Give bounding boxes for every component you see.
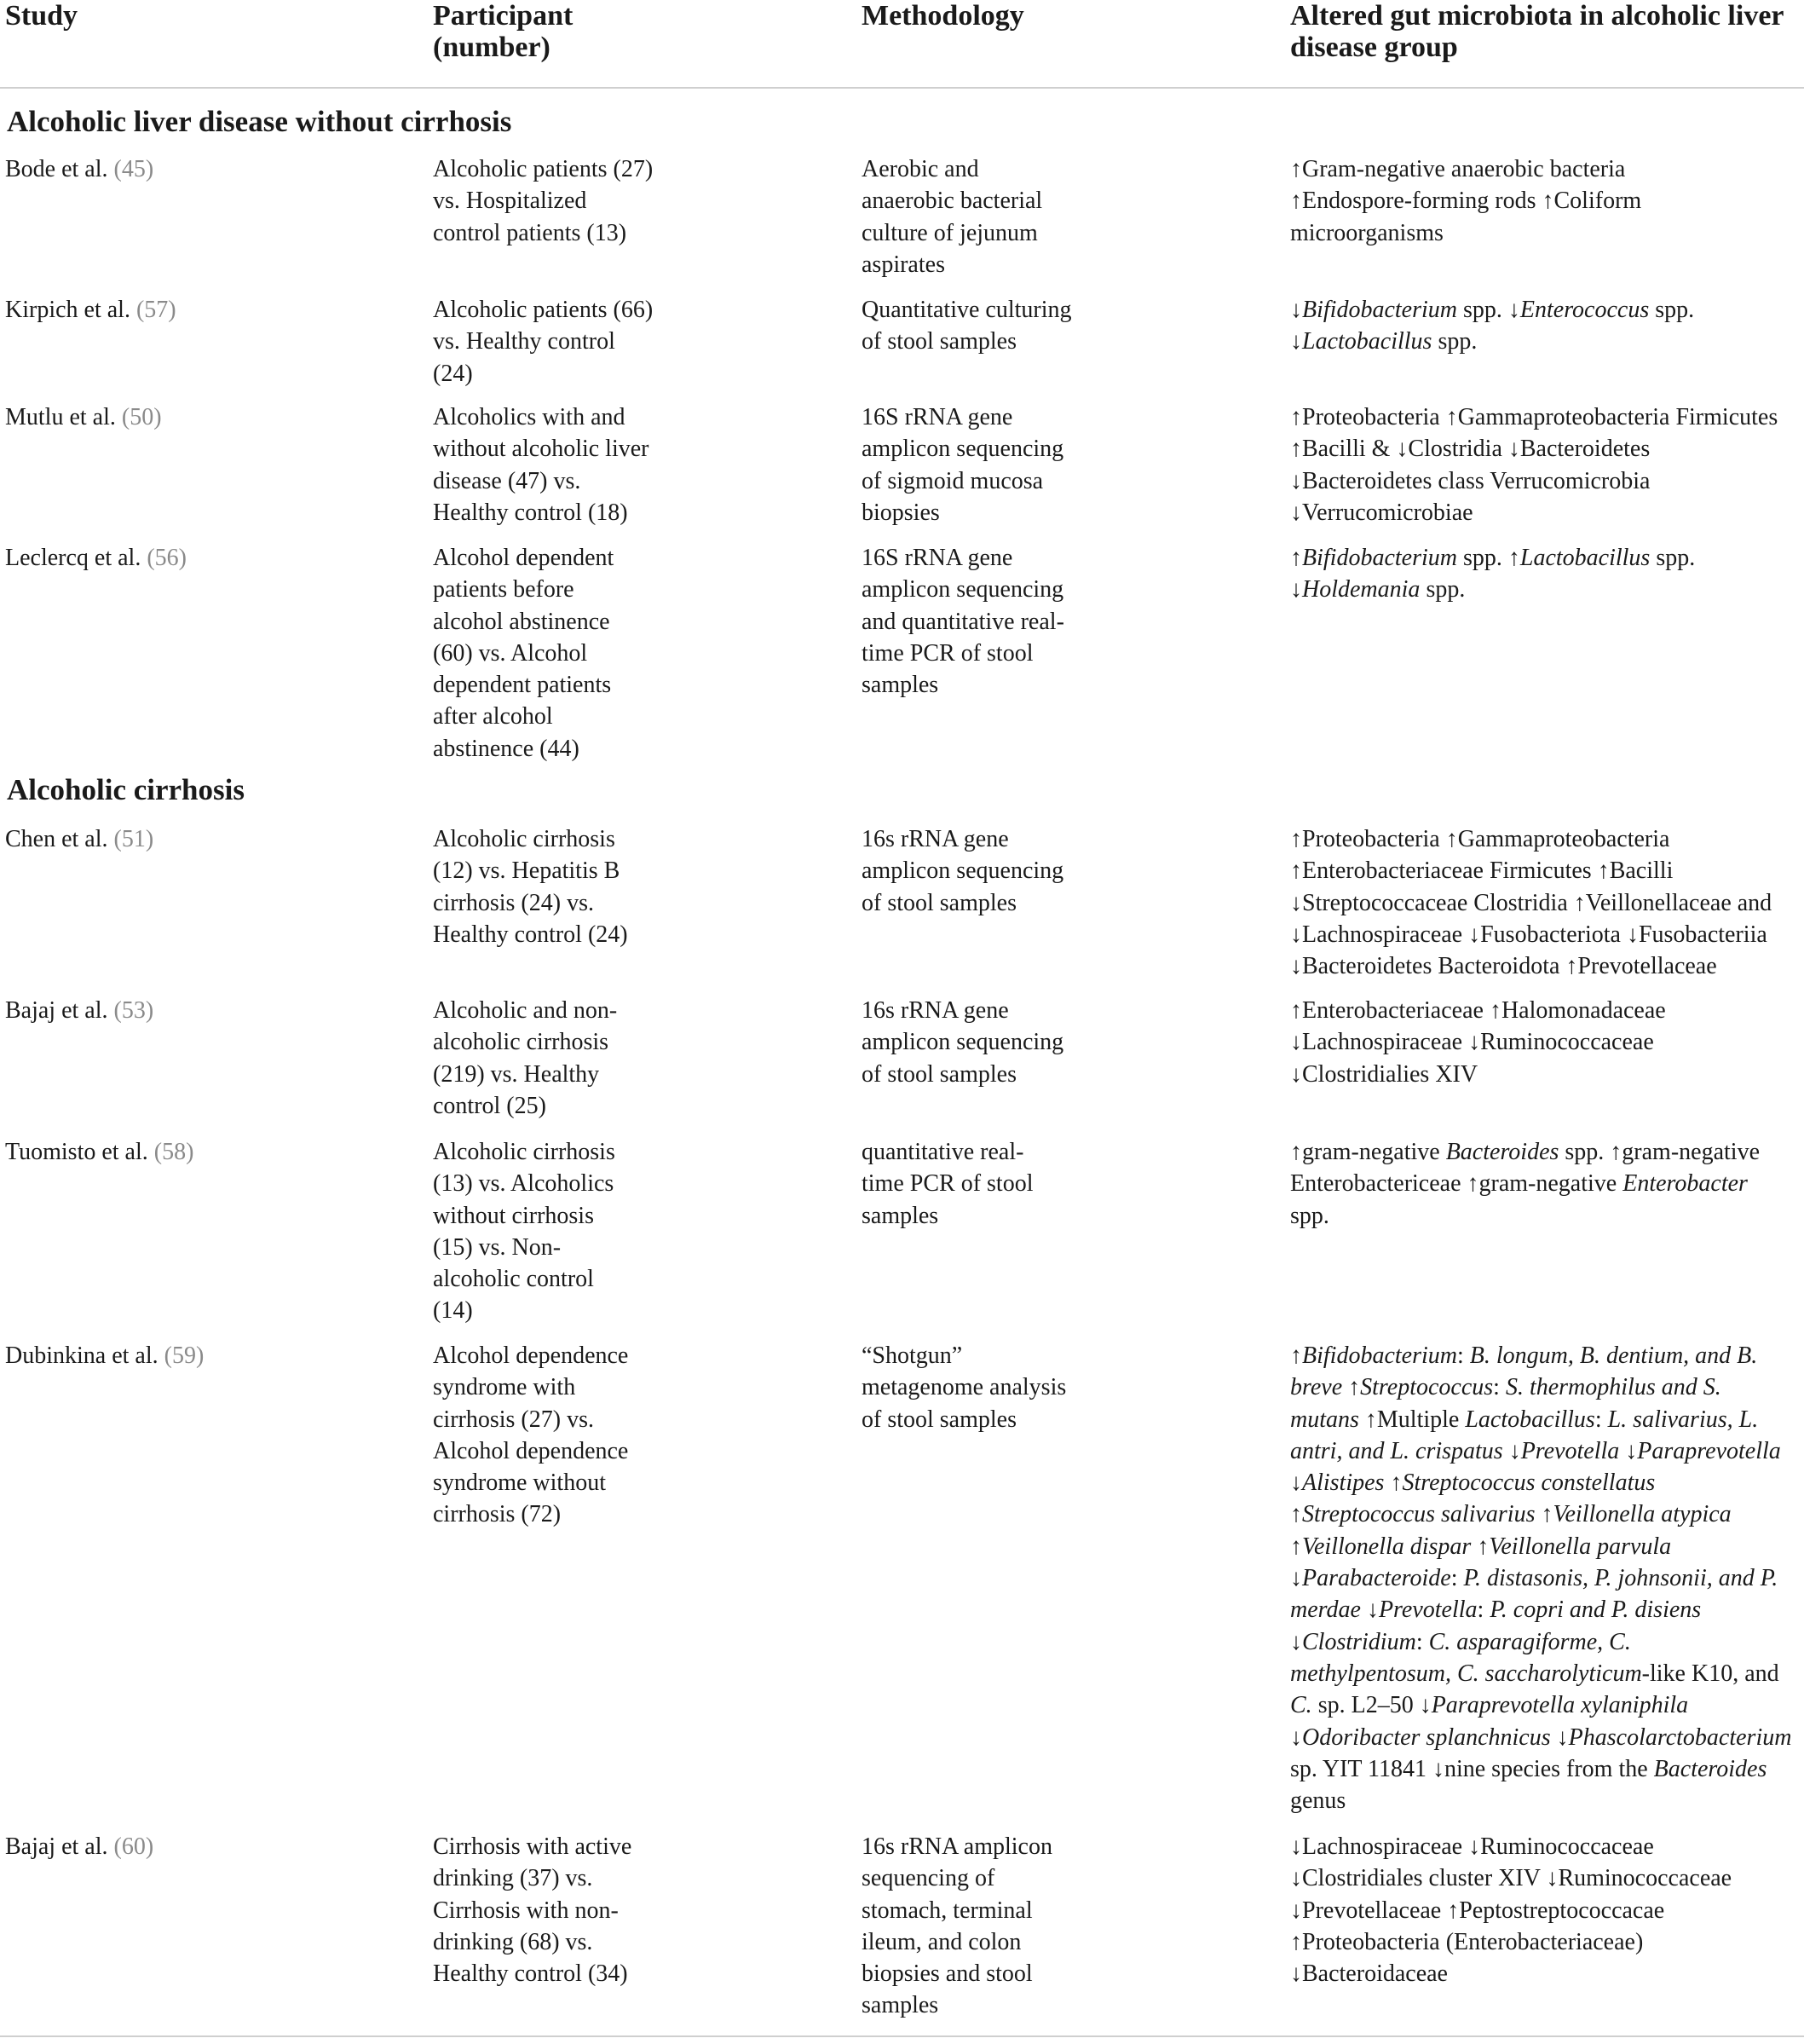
study-name: Chen et al. xyxy=(5,826,108,852)
altered-cell: ↑Bifidobacterium spp. ↑Lactobacillus spp. ↓Holdemania spp. xyxy=(1290,545,1696,603)
methodology-cell: 16s rRNA gene amplicon sequencing of stool samples xyxy=(862,997,1064,1088)
methodology-cell: Quantitative culturing of stool samples xyxy=(862,297,1072,355)
reference-link[interactable]: (50) xyxy=(121,404,162,430)
study-cell xyxy=(5,823,414,855)
methodology-cell: quantitative real-time PCR of stool samples xyxy=(862,1139,1034,1229)
methodology-cell: 16s rRNA gene amplicon sequencing of stool samples xyxy=(862,826,1064,916)
reference-link[interactable]: (60) xyxy=(113,1833,154,1860)
section-title: Alcoholic cirrhosis xyxy=(7,773,245,806)
study-name: Kirpich et al. xyxy=(5,297,130,323)
participant-cell: Alcohol dependent patients before alcohol abstinence (60) vs. Alcohol dependent patients after alcohol abstinence (44) xyxy=(433,545,614,762)
participant-cell: Alcoholic cirrhosis (12) vs. Hepatitis B cirrhosis (24) vs. Healthy control (24) xyxy=(433,826,628,948)
header-altered-microbiota: Altered gut microbiota in alcoholic liver disease group xyxy=(1290,0,1784,63)
altered-cell: ↑Proteobacteria ↑Gammaproteobacteria ↑Enterobacteriaceae Firmicutes ↑Bacilli ↓Streptococcaceae Clostridia ↑Veillonellaceae and ↓Lachnospiraceae ↓Fusobacteriota ↓Fusobacteriia ↓Bacteroidetes Bacteroidota ↑Prevotellaceae xyxy=(1290,826,1772,980)
study-cell xyxy=(5,1831,414,1862)
study-cell xyxy=(5,401,414,433)
study-name: Dubinkina et al. xyxy=(5,1342,158,1369)
altered-cell: ↑Enterobacteriaceae ↑Halomonadaceae ↓Lachnospiraceae ↓Ruminococcaceae ↓Clostridialies XIV xyxy=(1290,997,1666,1088)
section-title: Alcoholic liver disease without cirrhosis xyxy=(7,105,512,138)
participant-cell: Alcoholic patients (66) vs. Healthy control (24) xyxy=(433,297,654,387)
study-name: Bode et al. xyxy=(5,156,108,182)
participant-cell: Alcoholic patients (27) vs. Hospitalized control patients (13) xyxy=(433,156,654,246)
reference-link[interactable]: (53) xyxy=(113,997,154,1024)
reference-link[interactable]: (59) xyxy=(164,1342,205,1369)
reference-link[interactable]: (57) xyxy=(135,297,176,323)
study-name: Bajaj et al. xyxy=(5,1833,108,1860)
header-methodology: Methodology xyxy=(862,0,1024,32)
study-cell xyxy=(5,1136,414,1168)
study-name: Tuomisto et al. xyxy=(5,1139,148,1165)
altered-cell: ↑gram-negative Bacteroides spp. ↑gram-negative Enterobactericeae ↑gram-negative Enterobacter spp. xyxy=(1290,1139,1760,1229)
study-cell xyxy=(5,542,414,574)
altered-cell: ↓Bifidobacterium spp. ↓Enterococcus spp. ↓Lactobacillus spp. xyxy=(1290,297,1695,355)
study-cell xyxy=(5,294,414,326)
reference-link[interactable]: (45) xyxy=(113,156,154,182)
bottom-rule xyxy=(0,2035,1804,2037)
participant-cell: Alcoholic and non-alcoholic cirrhosis (219) vs. Healthy control (25) xyxy=(433,997,618,1119)
methodology-cell: 16s rRNA amplicon sequencing of stomach, terminal ileum, and colon biopsies and stool samples xyxy=(862,1833,1052,2019)
header-study: Study xyxy=(5,0,78,32)
methodology-cell: 16S rRNA gene amplicon sequencing of sigmoid mucosa biopsies xyxy=(862,404,1064,526)
table-header xyxy=(0,0,1804,89)
study-name: Mutlu et al. xyxy=(5,404,116,430)
reference-link[interactable]: (58) xyxy=(153,1139,194,1165)
reference-link[interactable]: (56) xyxy=(147,545,187,571)
participant-cell: Alcoholic cirrhosis (13) vs. Alcoholics without cirrhosis (15) vs. Non-alcoholic control (14) xyxy=(433,1139,615,1325)
altered-cell: ↑Gram-negative anaerobic bacteria ↑Endospore-forming rods ↑Coliform microorganisms xyxy=(1290,156,1642,246)
altered-cell: ↑Bifidobacterium: B. longum, B. dentium, and B. breve ↑Streptococcus: S. thermophilus and S. mutans ↑Multiple Lactobacillus: L. salivarius, L. antri, and L. crispatus ↓Prevotella ↓Paraprevotella ↓Alistipes ↑Streptococcus constellatus ↑Streptococcus salivarius ↑Veillonella atypica ↑Veillonella dispar ↑Veillonella parvula ↓Parabacteroide: P. distasonis, P. johnsonii, and P. merdae ↓Prevotella: P. copri and P. disiens ↓Clostridium: C. asparagiforme, C. methylpentosum, C. saccharolyticum-like K10, and C. sp. L2–50 ↓Paraprevotella xylaniphila ↓Odoribacter splanchnicus ↓Phascolarctobacterium sp. YIT 11841 ↓nine species from the Bacteroides genus xyxy=(1290,1342,1792,1815)
participant-cell: Cirrhosis with active drinking (37) vs. Cirrhosis with non-drinking (68) vs. Healthy control (34) xyxy=(433,1833,632,1988)
participant-cell: Alcohol dependence syndrome with cirrhosis (27) vs. Alcohol dependence syndrome without cirrhosis (72) xyxy=(433,1342,629,1528)
altered-cell: ↑Proteobacteria ↑Gammaproteobacteria Firmicutes ↑Bacilli & ↓Clostridia ↓Bacteroidetes ↓Bacteroidetes class Verrucomicrobia ↓Verrucomicrobiae xyxy=(1290,404,1778,526)
study-cell xyxy=(5,995,414,1026)
study-cell xyxy=(5,1340,414,1371)
study-name: Bajaj et al. xyxy=(5,997,108,1024)
methodology-cell: “Shotgun” metagenome analysis of stool samples xyxy=(862,1342,1067,1433)
reference-link[interactable]: (51) xyxy=(113,826,154,852)
methodology-cell: 16S rRNA gene amplicon sequencing and quantitative real-time PCR of stool samples xyxy=(862,545,1064,699)
methodology-cell: Aerobic and anaerobic bacterial culture of jejunum aspirates xyxy=(862,156,1043,278)
participant-cell: Alcoholics with and without alcoholic liver disease (47) vs. Healthy control (18) xyxy=(433,404,649,526)
study-cell xyxy=(5,153,414,185)
altered-cell: ↓Lachnospiraceae ↓Ruminococcaceae ↓Clostridiales cluster XIV ↓Ruminococcaceae ↓Prevotellaceae ↑Peptostreptococcacae ↑Proteobacteria (Enterobacteriaceae) ↓Bacteroidaceae xyxy=(1290,1833,1732,1988)
study-name: Leclercq et al. xyxy=(5,545,141,571)
header-participant: Participant (number) xyxy=(433,0,573,63)
